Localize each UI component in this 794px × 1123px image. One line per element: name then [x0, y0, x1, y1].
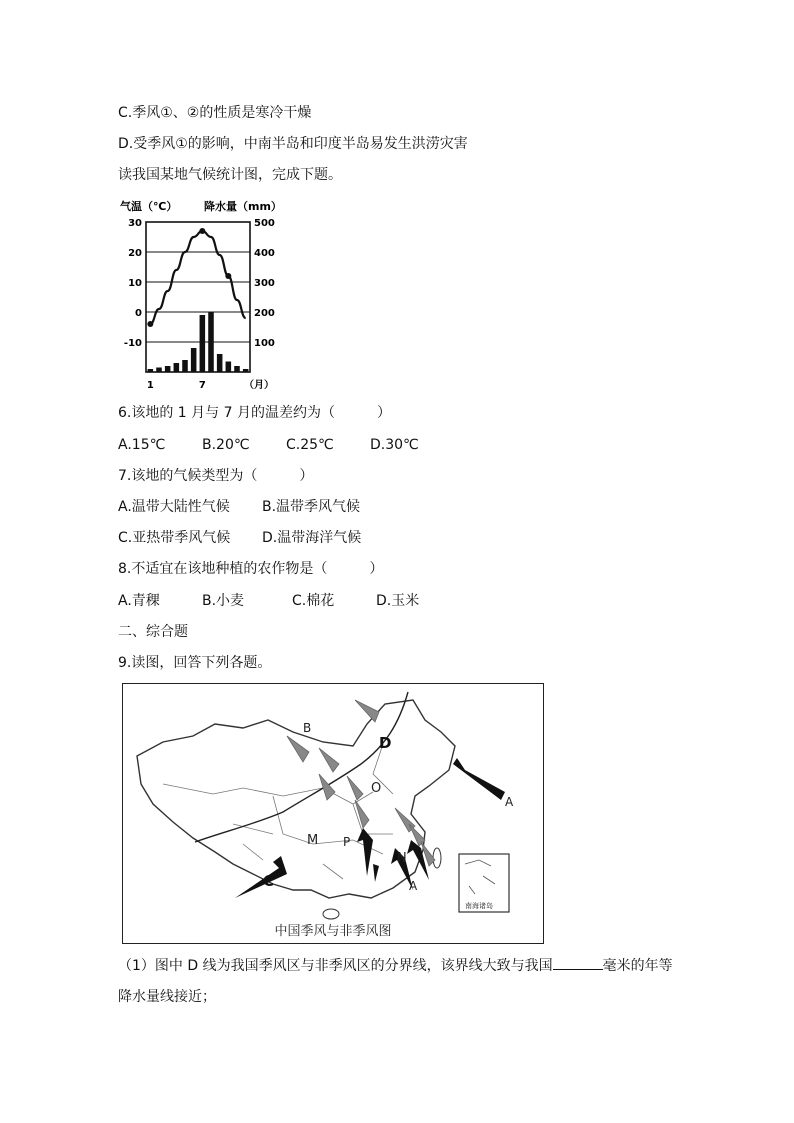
precipitation-bar: [208, 312, 214, 372]
precipitation-bar: [174, 363, 180, 372]
map-label-b: B: [303, 721, 312, 735]
temperature-line: [150, 231, 245, 324]
q6-option-a[interactable]: A.15℃: [118, 437, 166, 453]
option-c-text: C.季风①、②的性质是寒冷干燥: [118, 105, 312, 121]
temperature-point: [225, 273, 231, 279]
option-d-text: D.受季风①的影响，中南半岛和印度半岛易发生洪涝灾害: [118, 136, 468, 152]
temperature-tick-label: 20: [128, 248, 142, 259]
taiwan-island: [433, 848, 441, 868]
temperature-tick-label: 10: [128, 278, 142, 289]
chart-right-axis-label: 降水量（mm）: [204, 200, 282, 213]
climate-chart: [118, 196, 288, 392]
map-label-a-east: A: [505, 795, 514, 809]
question-9-1-text-a: （1）图中 D 线为我国季风区与非季风区的分界线，该界线大致与我国: [118, 958, 553, 974]
precipitation-bar: [156, 368, 162, 373]
precipitation-tick-label: 300: [254, 278, 275, 289]
precipitation-bar: [226, 362, 232, 373]
temperature-point: [147, 321, 153, 327]
precipitation-bar: [200, 315, 206, 372]
q8-option-a[interactable]: A.青稞: [118, 593, 160, 609]
month-tick-label: 1: [146, 380, 154, 391]
q8-option-c[interactable]: C.棉花: [292, 593, 335, 609]
q7-option-a[interactable]: A.温带大陆性气候: [118, 499, 230, 515]
section-heading: 二、综合题: [118, 624, 188, 640]
question-8: 8.不适宜在该地种植的农作物是（ ）: [118, 561, 384, 577]
q7-option-c[interactable]: C.亚热带季风气候: [118, 530, 231, 546]
precipitation-tick-label: 100: [254, 338, 275, 349]
map-caption: 中国季风与非季风图: [274, 924, 392, 939]
question-9: 9.读图，回答下列各题。: [118, 655, 272, 671]
question-6: 6.该地的 1 月与 7 月的温差约为（ ）: [118, 405, 391, 421]
summer-monsoon-arrows: [235, 758, 505, 898]
hainan-island: [323, 909, 339, 919]
map-label-n: N: [397, 851, 407, 866]
answer-blank[interactable]: [553, 957, 603, 970]
month-tick-label: （月）: [244, 380, 274, 391]
q8-option-b[interactable]: B.小麦: [202, 593, 245, 609]
question-7: 7.该地的气候类型为（ ）: [118, 468, 314, 484]
china-monsoon-map: [123, 684, 543, 943]
precipitation-bar: [148, 369, 154, 372]
precipitation-bar: [243, 369, 249, 372]
map-label-p: P: [343, 835, 351, 849]
chart-left-axis-label: 气温（℃）: [120, 200, 178, 213]
temperature-tick-label: -10: [123, 338, 142, 349]
precipitation-bar: [182, 360, 188, 372]
precipitation-tick-label: 500: [254, 218, 275, 229]
temperature-tick-label: 0: [135, 308, 142, 319]
precipitation-bar: [165, 366, 171, 372]
precipitation-bar: [217, 354, 223, 372]
q6-option-b[interactable]: B.20℃: [202, 437, 250, 453]
q6-option-c[interactable]: C.25℃: [286, 437, 334, 453]
temperature-tick-label: 30: [128, 218, 142, 229]
question-9-1-line-1: [118, 957, 673, 975]
map-label-d: D: [379, 734, 392, 752]
q7-option-d[interactable]: D.温带海洋气候: [262, 530, 362, 546]
question-9-1-text-b: 毫米的年等: [602, 958, 673, 974]
question-9-1-line-2: 降水量线接近；: [118, 989, 216, 1005]
temperature-point: [199, 228, 205, 234]
map-label-m: M: [307, 833, 319, 848]
monsoon-map-figure: [122, 683, 544, 944]
map-label-o: O: [371, 781, 382, 796]
instruction-text: 读我国某地气候统计图，完成下题。: [118, 167, 342, 183]
map-label-a-south: A: [409, 879, 418, 893]
q7-option-b[interactable]: B.温带季风气候: [262, 499, 361, 515]
map-label-c: C: [263, 872, 275, 890]
month-tick-label: 7: [198, 380, 206, 391]
precipitation-bar: [191, 348, 197, 372]
q8-option-d[interactable]: D.玉米: [376, 593, 420, 609]
precipitation-bar: [234, 366, 240, 372]
q6-option-d[interactable]: D.30℃: [370, 437, 419, 453]
precipitation-tick-label: 400: [254, 248, 275, 259]
precipitation-tick-label: 200: [254, 308, 275, 319]
inset-label: 南海诸岛: [465, 902, 493, 910]
inset-coast: [465, 860, 495, 894]
